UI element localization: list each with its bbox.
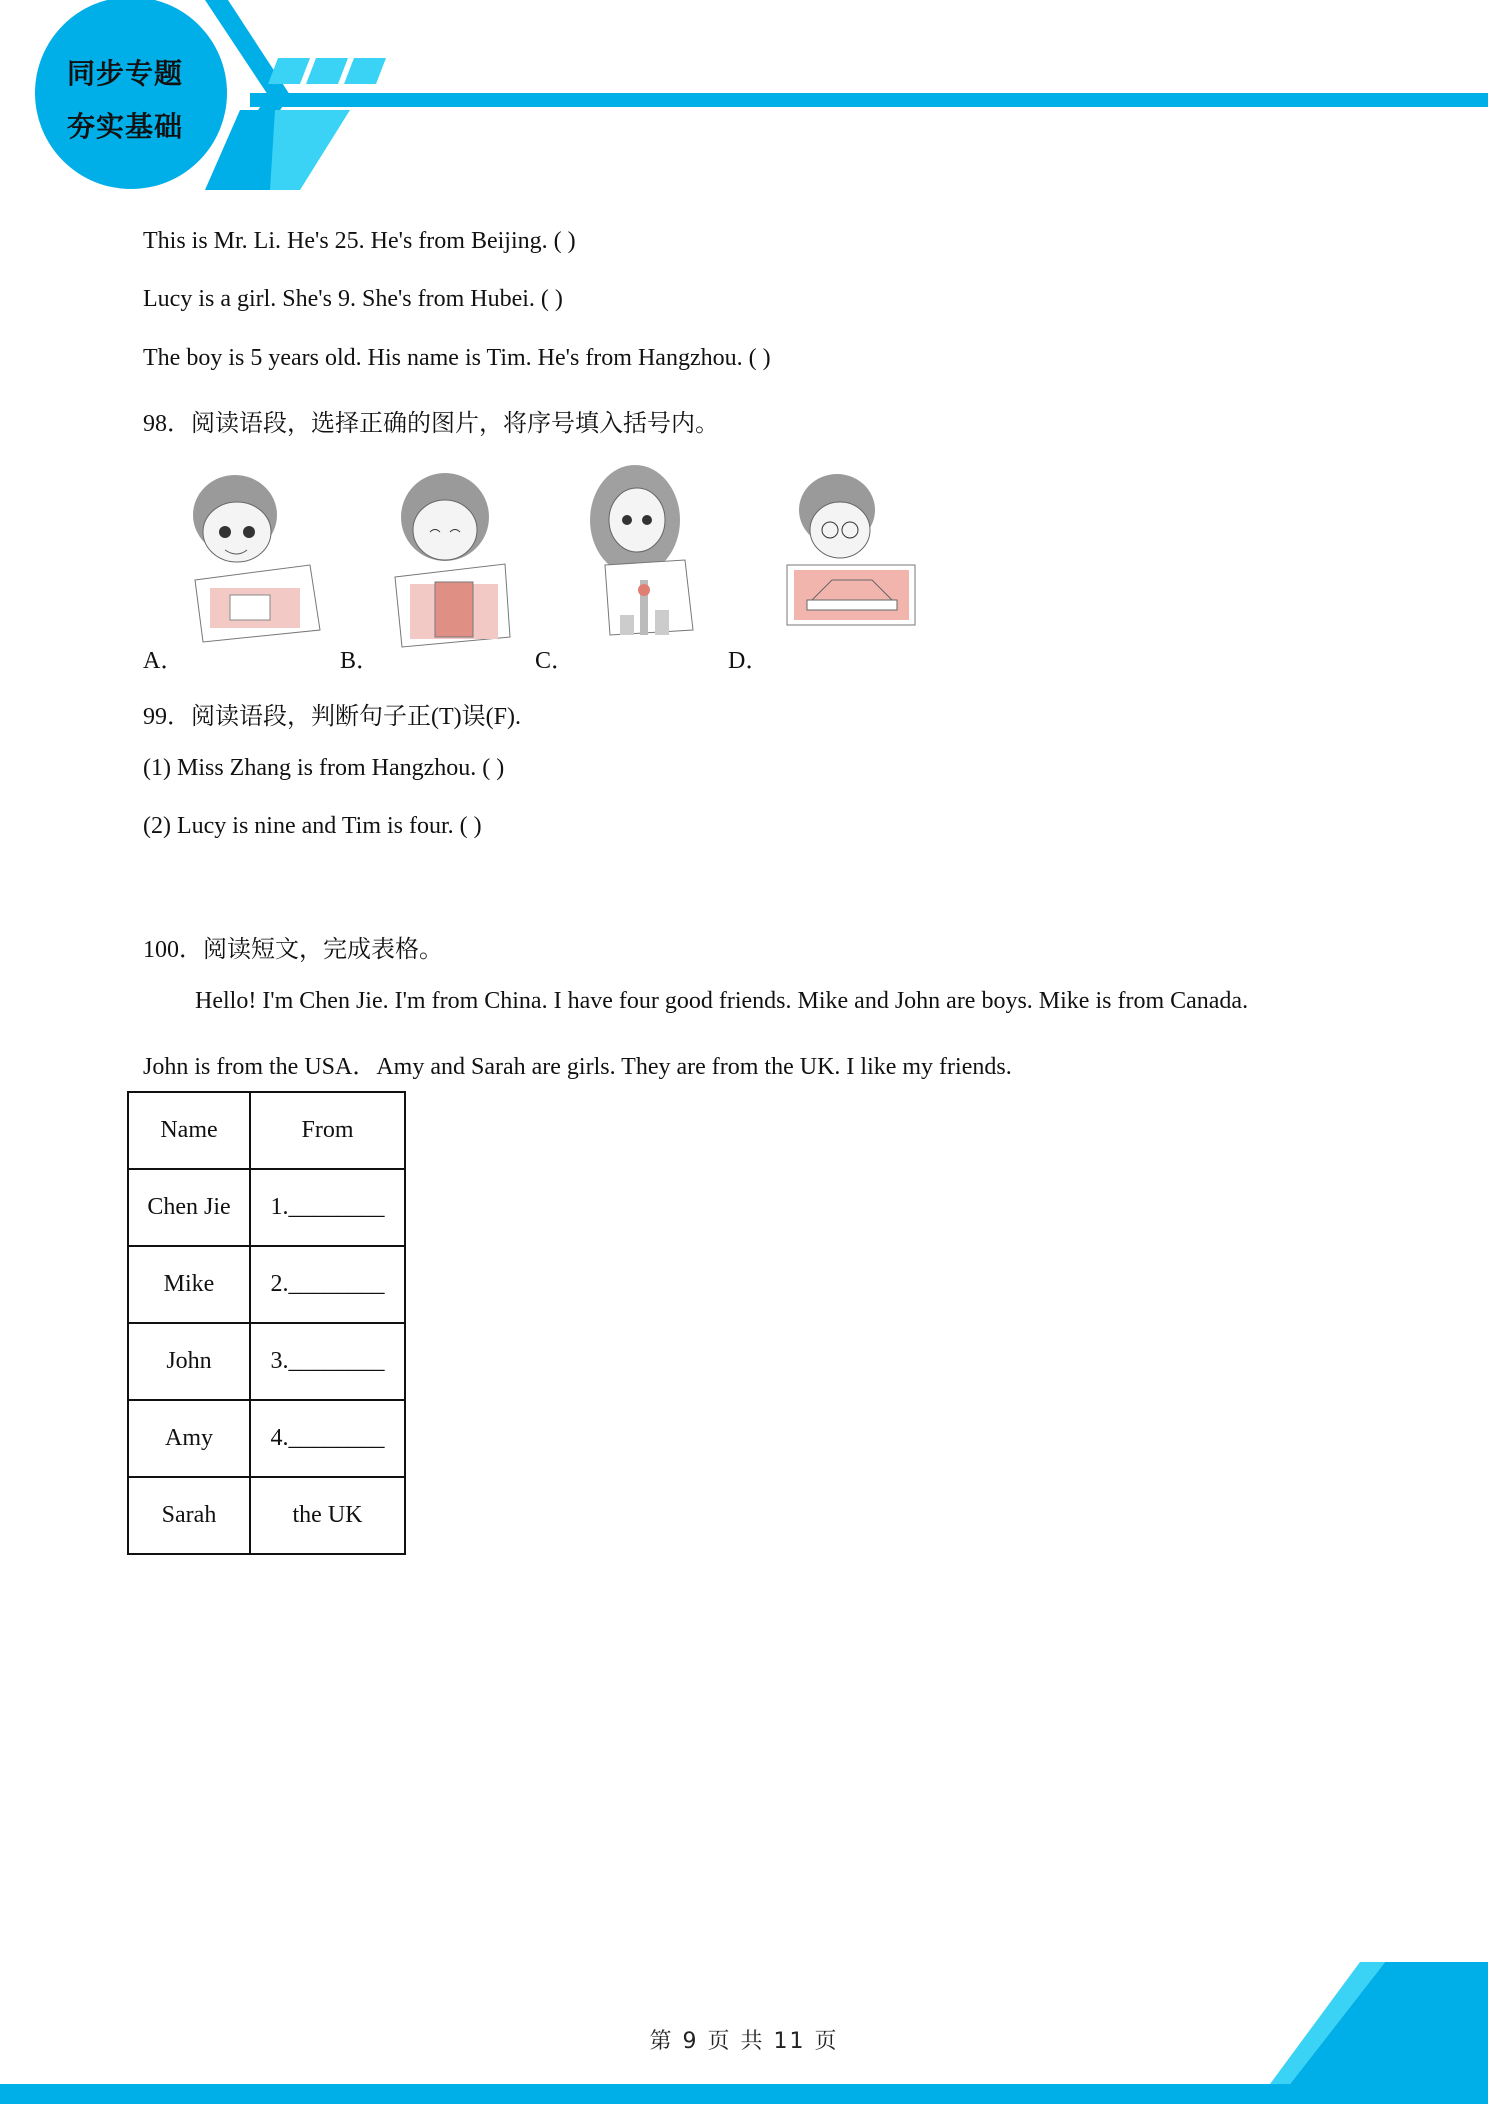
cell-from: 4.________ bbox=[250, 1400, 405, 1477]
option-a-label: A． bbox=[143, 648, 185, 674]
page-number: 第 9 页 共 11 页 bbox=[649, 2029, 839, 2054]
badge-line-2: 夯实基础 bbox=[66, 110, 183, 143]
cell-name: John bbox=[128, 1323, 250, 1400]
passage-line-2: John is from the USA．Amy and Sarah are girls. They are from the UK. I like my friends. bbox=[143, 1054, 1012, 1080]
passage-line-1: Hello! I'm Chen Jie. I'm from China. I have four good friends. Mike and John are boys. Mike is from Canada. bbox=[195, 988, 1249, 1014]
picture-c-girl-with-tower bbox=[585, 465, 705, 655]
cell-name: Amy bbox=[128, 1400, 250, 1477]
table-row bbox=[128, 1323, 405, 1400]
q99-item-2: (2) Lucy is nine and Tim is four. ( ) bbox=[143, 813, 482, 839]
sentence-2: Lucy is a girl. She's 9. She's from Hubei. ( ) bbox=[143, 286, 563, 312]
cell-name: Chen Jie bbox=[128, 1169, 250, 1246]
table-header-row bbox=[128, 1092, 405, 1169]
picture-b-girl-with-painting bbox=[390, 472, 520, 652]
option-b-label: B． bbox=[340, 648, 381, 674]
q99-item-1: (1) Miss Zhang is from Hangzhou. ( ) bbox=[143, 755, 505, 781]
table-row bbox=[128, 1477, 405, 1554]
footer-banner bbox=[0, 1960, 1488, 2104]
cell-from: 3.________ bbox=[250, 1323, 405, 1400]
q100-title: 100．阅读短文，完成表格。 bbox=[143, 937, 443, 963]
cell-from: 1.________ bbox=[250, 1169, 405, 1246]
picture-d-boy-with-bridge bbox=[782, 470, 922, 650]
sentence-3: The boy is 5 years old. His name is Tim. He's from Hangzhou. ( ) bbox=[143, 345, 771, 371]
badge-line-1: 同步专题 bbox=[66, 57, 183, 90]
header-banner bbox=[0, 0, 1488, 200]
q99-title: 99．阅读语段，判断句子正(T)误(F). bbox=[143, 704, 521, 730]
cell-from: the UK bbox=[250, 1477, 405, 1554]
picture-a-boy-with-painting bbox=[185, 470, 325, 650]
q98-title: 98．阅读语段，选择正确的图片，将序号填入括号内。 bbox=[143, 411, 719, 437]
info-table bbox=[127, 1091, 406, 1555]
cell-name: Sarah bbox=[128, 1477, 250, 1554]
option-c-label: C． bbox=[535, 648, 576, 674]
option-d-label: D． bbox=[728, 648, 770, 674]
header-name: Name bbox=[128, 1092, 250, 1169]
cell-from: 2.________ bbox=[250, 1246, 405, 1323]
cell-name: Mike bbox=[128, 1246, 250, 1323]
sentence-1: This is Mr. Li. He's 25. He's from Beijing. ( ) bbox=[143, 228, 576, 254]
table-row bbox=[128, 1169, 405, 1246]
table-row bbox=[128, 1400, 405, 1477]
table-row bbox=[128, 1246, 405, 1323]
header-from: From bbox=[250, 1092, 405, 1169]
